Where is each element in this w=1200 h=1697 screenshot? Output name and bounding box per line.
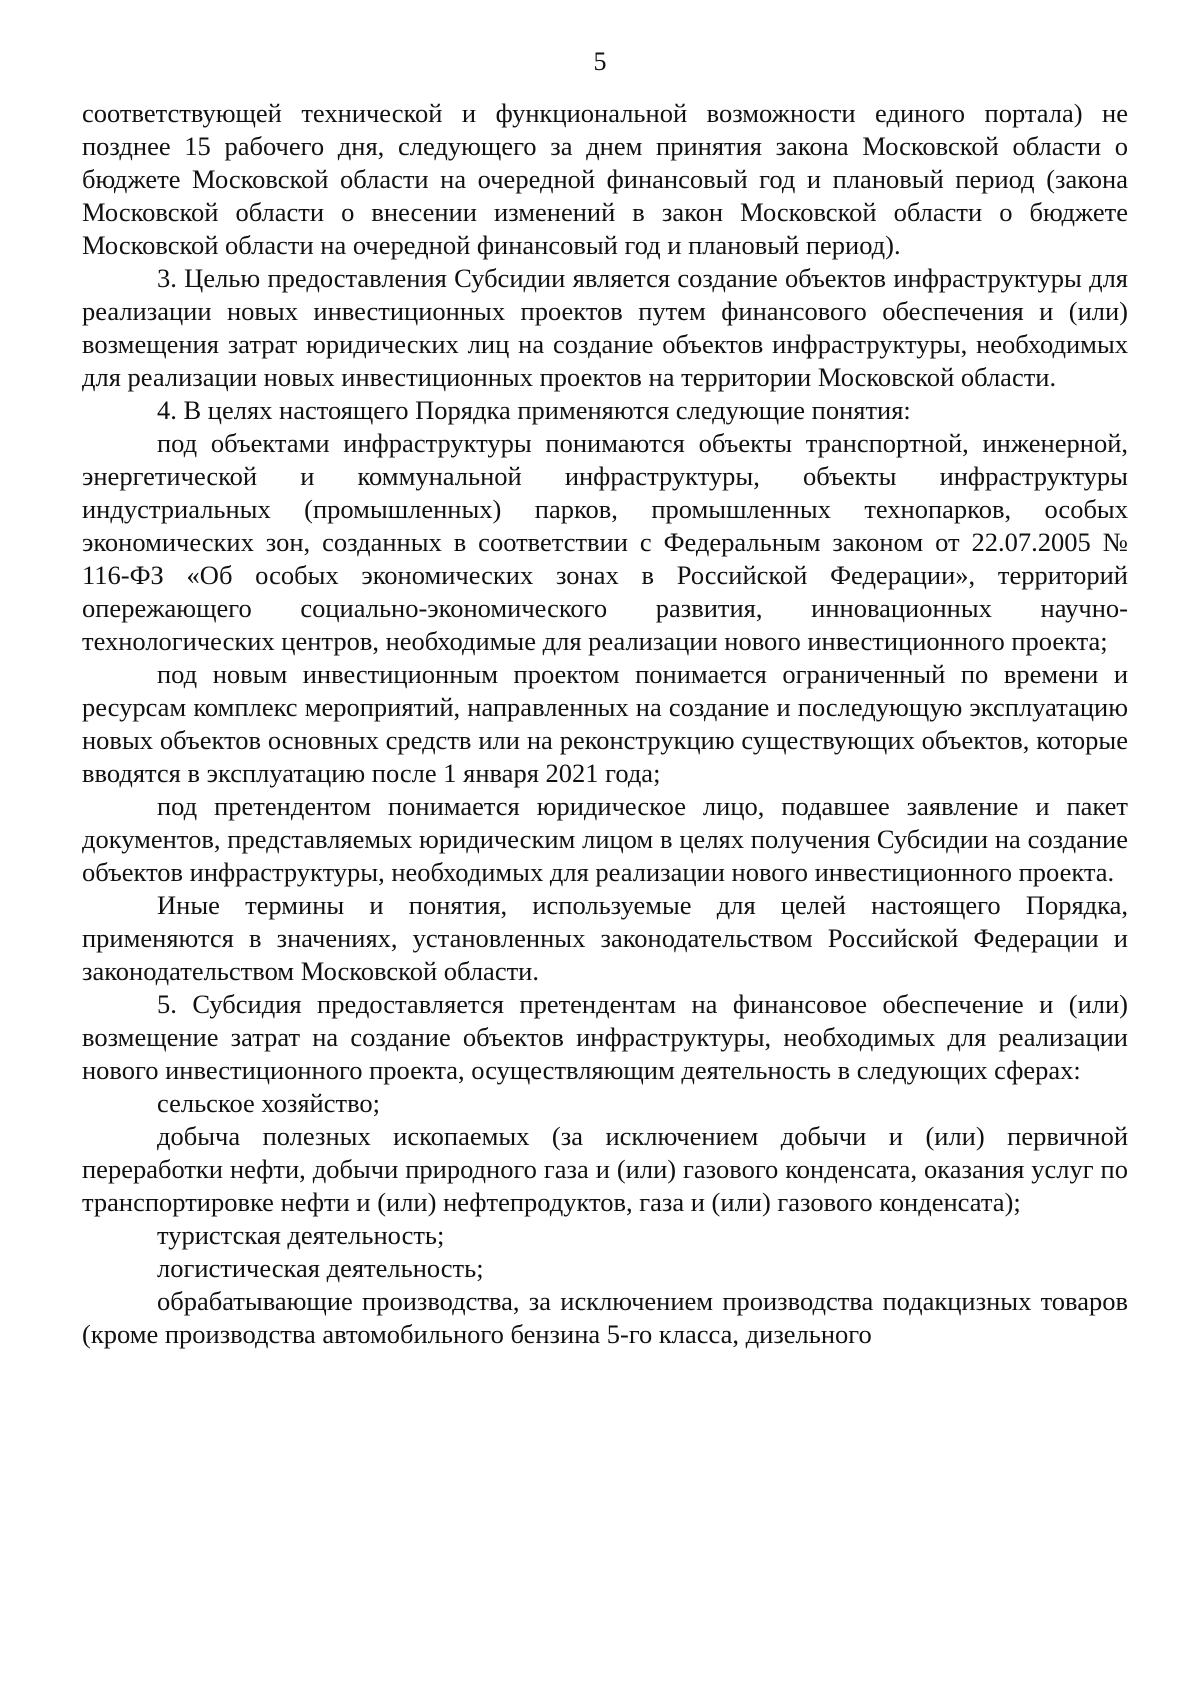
sphere-mining: добыча полезных ископаемых (за исключением добычи и (или) первичной переработки нефти, добычи природного газа и (или) газового конденсата, оказания услуг по транспортировке нефти и (или) нефтепродуктов, газа и (или) газового конденсата); (82, 1121, 1128, 1217)
definition-applicant: под претендентом понимается юридическое лицо, подавшее заявление и пакет документов, представляемых юридическим лицом в целях получения Субсидии на создание объектов инфраструктуры, необходимых для реализации нового инвестиционного проекта. (82, 791, 1128, 887)
paragraph-item-3: 3. Целью предоставления Субсидии является создание объектов инфраструктуры для реализации новых инвестиционных проектов путем финансового обеспечения и (или) возмещения затрат юридических лиц на создание объектов инфраструктуры, необходимых для реализации новых инвестиционных проектов на территории Московской области. (82, 263, 1128, 392)
paragraph-other-terms: Иные термины и понятия, используемые для целей настоящего Порядка, применяются в значениях, установленных законодательством Российской Федерации и законодательством Московской области. (82, 890, 1128, 986)
definition-investment-project: под новым инвестиционным проектом понимается ограниченный по времени и ресурсам комплекс мероприятий, направленных на создание и последующую эксплуатацию новых объектов основных средств или на реконструкцию существующих объектов, которые вводятся в эксплуатацию после 1 января 2021 года; (82, 659, 1128, 788)
document-body (82, 97, 1128, 1351)
page-number: 5 (593, 47, 607, 76)
definition-infrastructure: под объектами инфраструктуры понимаются объекты транспортной, инженерной, энергетической и коммунальной инфраструктуры, объекты инфраструктуры индустриальных (промышленных) парков, промышленных технопарков, особых экономических зон, созданных в соответствии с Федеральным законом от 22.07.2005 № 116-ФЗ «Об особых экономических зонах в Российской Федерации», территорий опережающего социально-экономического развития, инновационных научно-технологических центров, необходимые для реализации нового инвестиционного проекта; (82, 428, 1128, 656)
sphere-manufacturing: обрабатывающие производства, за исключением производства подакцизных товаров (кроме производства автомобильного бензина 5-го класса, дизельного (82, 1286, 1128, 1349)
sphere-logistics: логистическая деятельность; (157, 1253, 484, 1283)
sphere-tourism: туристская деятельность; (157, 1220, 445, 1250)
paragraph-item-5: 5. Субсидия предоставляется претендентам на финансовое обеспечение и (или) возмещение затрат на создание объектов инфраструктуры, необходимых для реализации нового инвестиционного проекта, осуществляющим деятельность в следующих сферах: (82, 989, 1128, 1085)
sphere-agriculture: сельское хозяйство; (157, 1088, 381, 1118)
paragraph-continuation: соответствующей технической и функциональной возможности единого портала) не позднее 15 рабочего дня, следующего за днем принятия закона Московской области о бюджете Московской области на очередной финансовый год и плановый период (закона Московской области о внесении изменений в закон Московской области о бюджете Московской области на очередной финансовый год и плановый период). (82, 98, 1128, 260)
paragraph-item-4: 4. В целях настоящего Порядка применяются следующие понятия: (157, 395, 911, 425)
